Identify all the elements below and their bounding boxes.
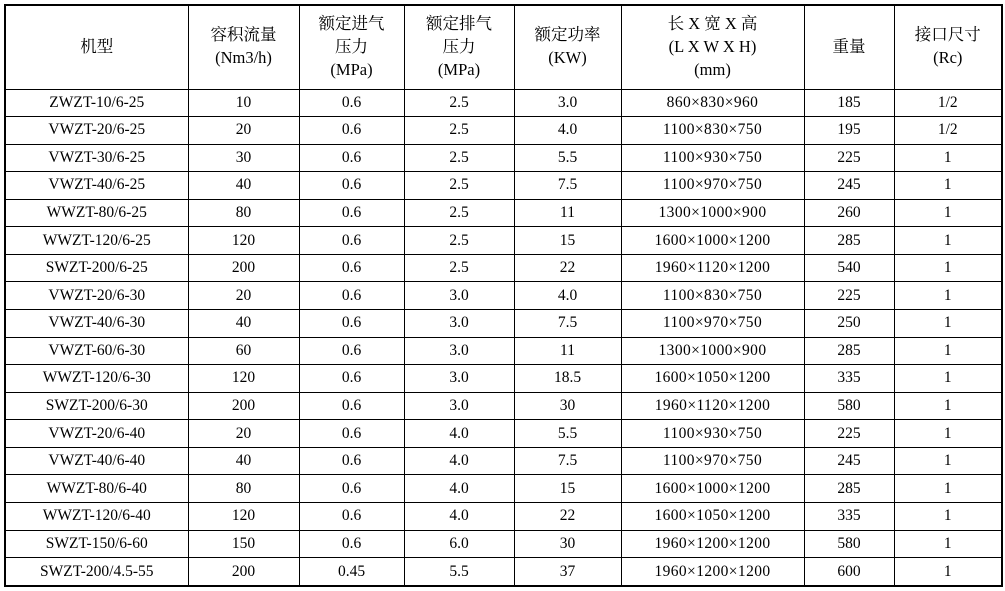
cell-power: 7.5 (514, 172, 621, 200)
cell-flow: 200 (188, 254, 299, 282)
cell-inlet: 0.6 (299, 199, 404, 227)
cell-port: 1 (894, 172, 1002, 200)
cell-dimensions: 1960×1120×1200 (621, 254, 804, 282)
cell-weight: 195 (804, 117, 894, 145)
cell-power: 11 (514, 199, 621, 227)
cell-outlet: 4.0 (404, 420, 514, 448)
cell-flow: 40 (188, 310, 299, 338)
cell-model: SWZT-200/6-30 (5, 392, 188, 420)
cell-flow: 20 (188, 282, 299, 310)
cell-power: 5.5 (514, 144, 621, 172)
header-line: 重量 (832, 36, 866, 56)
cell-dimensions: 1600×1050×1200 (621, 365, 804, 393)
cell-port: 1 (894, 475, 1002, 503)
cell-weight: 285 (804, 337, 894, 365)
cell-flow: 120 (188, 227, 299, 255)
table-row (5, 282, 1002, 310)
cell-dimensions: 1300×1000×900 (621, 337, 804, 365)
cell-model: VWZT-40/6-25 (5, 172, 188, 200)
cell-dimensions: 1100×930×750 (621, 420, 804, 448)
cell-weight: 580 (804, 392, 894, 420)
table-row (5, 310, 1002, 338)
header-line: 额定功率 (534, 25, 601, 45)
cell-weight: 245 (804, 172, 894, 200)
cell-weight: 335 (804, 502, 894, 530)
table-row (5, 172, 1002, 200)
cell-model: SWZT-200/4.5-55 (5, 558, 188, 586)
cell-flow: 120 (188, 502, 299, 530)
cell-inlet: 0.6 (299, 89, 404, 117)
cell-dimensions: 1960×1200×1200 (621, 558, 804, 586)
cell-inlet: 0.6 (299, 310, 404, 338)
cell-port: 1 (894, 337, 1002, 365)
cell-port: 1 (894, 392, 1002, 420)
header-line: (Nm3/h) (215, 48, 272, 68)
cell-weight: 225 (804, 420, 894, 448)
cell-inlet: 0.6 (299, 172, 404, 200)
header-line: (Rc) (933, 48, 963, 68)
table-row (5, 117, 1002, 145)
column-header-inlet (299, 5, 404, 89)
cell-power: 7.5 (514, 310, 621, 338)
cell-flow: 120 (188, 365, 299, 393)
cell-flow: 150 (188, 530, 299, 558)
header-line: 机型 (80, 36, 114, 56)
column-header-model (5, 5, 188, 89)
cell-outlet: 2.5 (404, 172, 514, 200)
header-line: (MPa) (330, 59, 373, 79)
cell-port: 1 (894, 282, 1002, 310)
cell-outlet: 2.5 (404, 144, 514, 172)
cell-inlet: 0.6 (299, 502, 404, 530)
cell-model: VWZT-40/6-40 (5, 447, 188, 475)
cell-dimensions: 1960×1120×1200 (621, 392, 804, 420)
cell-inlet: 0.6 (299, 475, 404, 503)
cell-dimensions: 1300×1000×900 (621, 199, 804, 227)
header-line: 长 X 宽 X 高 (667, 14, 758, 34)
cell-inlet: 0.6 (299, 365, 404, 393)
cell-model: WWZT-120/6-30 (5, 365, 188, 393)
cell-inlet: 0.6 (299, 337, 404, 365)
column-header-dimensions (621, 5, 804, 89)
cell-outlet: 6.0 (404, 530, 514, 558)
table-row (5, 227, 1002, 255)
cell-flow: 60 (188, 337, 299, 365)
spec-table (4, 4, 1003, 587)
cell-power: 15 (514, 475, 621, 503)
cell-power: 11 (514, 337, 621, 365)
header-line: 额定排气 (426, 14, 492, 34)
cell-inlet: 0.6 (299, 254, 404, 282)
cell-weight: 225 (804, 282, 894, 310)
cell-port: 1 (894, 502, 1002, 530)
cell-weight: 600 (804, 558, 894, 586)
cell-power: 30 (514, 392, 621, 420)
cell-flow: 200 (188, 558, 299, 586)
cell-weight: 285 (804, 227, 894, 255)
cell-outlet: 3.0 (404, 282, 514, 310)
table-row (5, 502, 1002, 530)
cell-port: 1 (894, 310, 1002, 338)
cell-weight: 225 (804, 144, 894, 172)
cell-dimensions: 1100×970×750 (621, 310, 804, 338)
cell-outlet: 2.5 (404, 199, 514, 227)
header-line: 容积流量 (210, 25, 277, 45)
cell-outlet: 4.0 (404, 502, 514, 530)
table-row (5, 254, 1002, 282)
cell-model: VWZT-30/6-25 (5, 144, 188, 172)
cell-outlet: 2.5 (404, 254, 514, 282)
cell-power: 5.5 (514, 420, 621, 448)
cell-flow: 20 (188, 117, 299, 145)
cell-inlet: 0.6 (299, 117, 404, 145)
cell-port: 1 (894, 365, 1002, 393)
cell-port: 1/2 (894, 117, 1002, 145)
header-line: 压力 (442, 36, 476, 56)
cell-model: WWZT-120/6-25 (5, 227, 188, 255)
header-line: (KW) (548, 48, 587, 68)
cell-inlet: 0.6 (299, 392, 404, 420)
cell-weight: 335 (804, 365, 894, 393)
cell-weight: 250 (804, 310, 894, 338)
cell-flow: 20 (188, 420, 299, 448)
cell-dimensions: 1100×930×750 (621, 144, 804, 172)
table-row (5, 420, 1002, 448)
header-line: 接口尺寸 (914, 25, 981, 45)
table-row (5, 530, 1002, 558)
cell-flow: 200 (188, 392, 299, 420)
cell-weight: 540 (804, 254, 894, 282)
cell-model: SWZT-200/6-25 (5, 254, 188, 282)
cell-port: 1 (894, 199, 1002, 227)
cell-inlet: 0.45 (299, 558, 404, 586)
table-row (5, 392, 1002, 420)
cell-dimensions: 1960×1200×1200 (621, 530, 804, 558)
cell-inlet: 0.6 (299, 447, 404, 475)
cell-port: 1/2 (894, 89, 1002, 117)
cell-power: 4.0 (514, 282, 621, 310)
cell-flow: 30 (188, 144, 299, 172)
cell-model: VWZT-20/6-25 (5, 117, 188, 145)
column-header-flow (188, 5, 299, 89)
cell-outlet: 5.5 (404, 558, 514, 586)
cell-model: VWZT-20/6-30 (5, 282, 188, 310)
cell-inlet: 0.6 (299, 420, 404, 448)
cell-dimensions: 1600×1050×1200 (621, 502, 804, 530)
cell-weight: 245 (804, 447, 894, 475)
cell-weight: 285 (804, 475, 894, 503)
cell-inlet: 0.6 (299, 282, 404, 310)
cell-power: 30 (514, 530, 621, 558)
cell-flow: 80 (188, 475, 299, 503)
header-line: (MPa) (437, 59, 481, 79)
cell-power: 37 (514, 558, 621, 586)
cell-outlet: 3.0 (404, 392, 514, 420)
cell-outlet: 2.5 (404, 89, 514, 117)
cell-model: VWZT-20/6-40 (5, 420, 188, 448)
cell-dimensions: 1100×970×750 (621, 172, 804, 200)
cell-model: ZWZT-10/6-25 (5, 89, 188, 117)
cell-inlet: 0.6 (299, 530, 404, 558)
header-line: 额定进气 (318, 14, 385, 34)
cell-power: 22 (514, 254, 621, 282)
cell-inlet: 0.6 (299, 227, 404, 255)
table-row (5, 475, 1002, 503)
cell-dimensions: 1600×1000×1200 (621, 227, 804, 255)
cell-dimensions: 1100×830×750 (621, 117, 804, 145)
cell-outlet: 2.5 (404, 117, 514, 145)
table-row (5, 558, 1002, 586)
header-line: (L X W X H) (668, 36, 757, 56)
cell-port: 1 (894, 447, 1002, 475)
cell-flow: 40 (188, 172, 299, 200)
cell-model: WWZT-80/6-40 (5, 475, 188, 503)
cell-port: 1 (894, 558, 1002, 586)
cell-dimensions: 1100×830×750 (621, 282, 804, 310)
cell-port: 1 (894, 227, 1002, 255)
cell-dimensions: 1600×1000×1200 (621, 475, 804, 503)
cell-flow: 40 (188, 447, 299, 475)
table-row (5, 89, 1002, 117)
cell-model: WWZT-120/6-40 (5, 502, 188, 530)
cell-port: 1 (894, 530, 1002, 558)
column-header-outlet (404, 5, 514, 89)
cell-outlet: 3.0 (404, 365, 514, 393)
cell-power: 4.0 (514, 117, 621, 145)
cell-model: WWZT-80/6-25 (5, 199, 188, 227)
column-header-weight (804, 5, 894, 89)
cell-model: VWZT-40/6-30 (5, 310, 188, 338)
cell-power: 18.5 (514, 365, 621, 393)
cell-weight: 260 (804, 199, 894, 227)
cell-port: 1 (894, 254, 1002, 282)
column-header-power (514, 5, 621, 89)
table-row (5, 365, 1002, 393)
cell-flow: 10 (188, 89, 299, 117)
header-line: 压力 (335, 36, 368, 56)
table-row (5, 144, 1002, 172)
table-row (5, 337, 1002, 365)
column-header-port (894, 5, 1002, 89)
cell-port: 1 (894, 420, 1002, 448)
cell-model: SWZT-150/6-60 (5, 530, 188, 558)
cell-power: 22 (514, 502, 621, 530)
table-row (5, 447, 1002, 475)
cell-power: 15 (514, 227, 621, 255)
cell-weight: 580 (804, 530, 894, 558)
header-line: (mm) (694, 59, 731, 79)
table-row (5, 199, 1002, 227)
cell-outlet: 4.0 (404, 447, 514, 475)
cell-flow: 80 (188, 199, 299, 227)
cell-outlet: 4.0 (404, 475, 514, 503)
cell-power: 3.0 (514, 89, 621, 117)
cell-power: 7.5 (514, 447, 621, 475)
cell-outlet: 2.5 (404, 227, 514, 255)
header-row (5, 5, 1002, 89)
cell-inlet: 0.6 (299, 144, 404, 172)
cell-port: 1 (894, 144, 1002, 172)
cell-weight: 185 (804, 89, 894, 117)
cell-outlet: 3.0 (404, 310, 514, 338)
cell-dimensions: 860×830×960 (621, 89, 804, 117)
cell-model: VWZT-60/6-30 (5, 337, 188, 365)
cell-outlet: 3.0 (404, 337, 514, 365)
cell-dimensions: 1100×970×750 (621, 447, 804, 475)
